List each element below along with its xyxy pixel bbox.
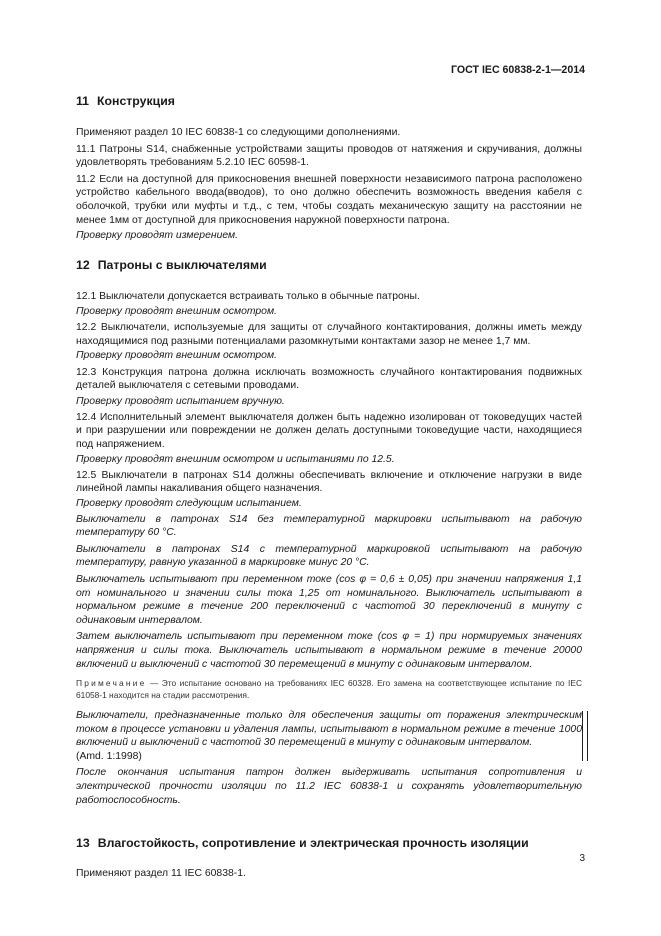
- amendment-block: [76, 709, 582, 763]
- amendment-change-bar: [582, 711, 588, 761]
- section-13-heading: Влагостойкость, сопротивление и электрическая прочность изоляции: [97, 836, 529, 851]
- clause-12-4-check: Проверку проводят внешним осмотром и испытаниями по 12.5.: [76, 454, 395, 466]
- clause-12-3-check: Проверку проводят испытанием вручную.: [76, 395, 285, 407]
- section-12-title: [76, 257, 582, 273]
- clause-12-5: 12.5 Выключатели в патронах S14 должны обеспечивать включение и отключение нагрузки в виде линейной лампы накаливания общего назначения.: [76, 469, 582, 495]
- test-no-temp-marking: Выключатели в патронах S14 без температурной маркировки испытывают на рабочую температуру 60 °С.: [76, 513, 582, 539]
- clause-11-2-check: Проверку проводят измерением.: [76, 230, 239, 242]
- post-test-requirement: После окончания испытания патрон должен выдерживать испытания сопротивления и электрической прочности изоляции по 11.2 IEC 60838-1 и сохранять удовлетворительную работоспособность.: [76, 767, 582, 806]
- section-11-heading: Конструкция: [97, 94, 175, 108]
- standard-header: ГОСТ IEC 60838-2-1—2014: [451, 64, 585, 76]
- page-content: [76, 92, 582, 881]
- clause-12-1-check: Проверку проводят внешним осмотром.: [76, 306, 277, 318]
- section-11-intro: Применяют раздел 10 IEC 60838-1 со следующими дополнениями.: [76, 127, 401, 138]
- section-12-heading: Патроны с выключателями: [97, 257, 267, 272]
- clause-11-1: 11.1 Патроны S14, снабженные устройствами защиты проводов от натяжения и скручивания, должны удовлетворять требованиям 5.2.10 IEC 60598-1.: [76, 143, 582, 169]
- section-13: [76, 835, 582, 881]
- test-ac-endurance: Затем выключатель испытывают при переменном токе (cos φ = 1) при нормируемых значениях напряжения и силы тока. Выключатель испытывают в нормальном режиме в течение 20000 включений и выключений с частотой 30 перемещений в минуту с одинаковым интервалом.: [76, 631, 582, 670]
- test-shock-protection-switches: Выключатели, предназначенные только для обеспечения защиты от поражения электрическим током в процессе установки и удаления лампы, испытывают в нормальном режиме в течение 1000 включений и выключений с частотой 30 перемещений в минуту с одинаковым интервалом.: [76, 710, 582, 749]
- clause-12-1: 12.1 Выключатели допускается встраивать только в обычные патроны.: [76, 290, 420, 302]
- section-11-title: [76, 93, 582, 109]
- clause-12-5-check: Проверку проводят следующим испытанием.: [76, 498, 302, 510]
- section-13-number: 13: [76, 836, 90, 851]
- note-iec-60328: [76, 678, 582, 701]
- clause-12-3: 12.3 Конструкция патрона должна исключать возможность случайного контактирования подвижных деталей выключателя с сетевыми проводами.: [76, 366, 582, 392]
- section-13-title: [76, 835, 582, 851]
- section-11-number: 11: [76, 94, 89, 108]
- clause-12-2-check: Проверку проводят внешним осмотром.: [76, 350, 277, 362]
- clause-11-2: 11.2 Если на доступной для прикосновения внешней поверхности независимого патрона расположено устройство кабельного ввода(вводов), то оно должно обеспечить возможность введения кабеля с оболочкой, трубки или муфты и т.д., с тем, чтобы создать механическую защиту на расстоянии не менее 1мм от доступной для прикосновения наружной поверхности патрона.: [76, 173, 582, 226]
- test-ac-overload: Выключатель испытывают при переменном токе (cos φ = 0,6 ± 0,05) при значении напряжения 1,1 от номинального и значении силы тока 1,25 от номинального. Выключатель испытывают в нормальном режиме в течение 200 переключений с частотой 30 переключений в минуту с одинаковым интервалом.: [76, 574, 582, 626]
- note-label: Примечание: [76, 678, 147, 689]
- test-with-temp-marking: Выключатели в патронах S14 с температурной маркировкой испытывают на рабочую температуру, равную указанной в маркировке минус 20 °С.: [76, 543, 582, 569]
- section-12-number: 12: [76, 257, 90, 272]
- note-text: — Это испытание основано на требованиях IEC 60328. Его замена на соответствующее испытание по IEC 61058-1 находится на стадии рассмотрения.: [76, 678, 582, 700]
- clause-12-2: 12.2 Выключатели, используемые для защиты от случайного контактирования, должны иметь между находящимися под разными потенциалами разомкнутыми контактами зазор не менее 1,7 мм.: [76, 321, 582, 347]
- clause-12-4: 12.4 Исполнительный элемент выключателя должен быть надежно изолирован от токоведущих частей и при разрушении или повреждении не должен делать доступными токоведущие части, находящиеся под напряжением.: [76, 411, 582, 450]
- page-number: 3: [579, 853, 585, 864]
- amendment-reference: (Amd. 1:1998): [76, 750, 142, 762]
- section-11: [76, 93, 582, 243]
- section-13-intro: Применяют раздел 11 IEC 60838-1.: [76, 868, 246, 880]
- section-12: [76, 257, 582, 807]
